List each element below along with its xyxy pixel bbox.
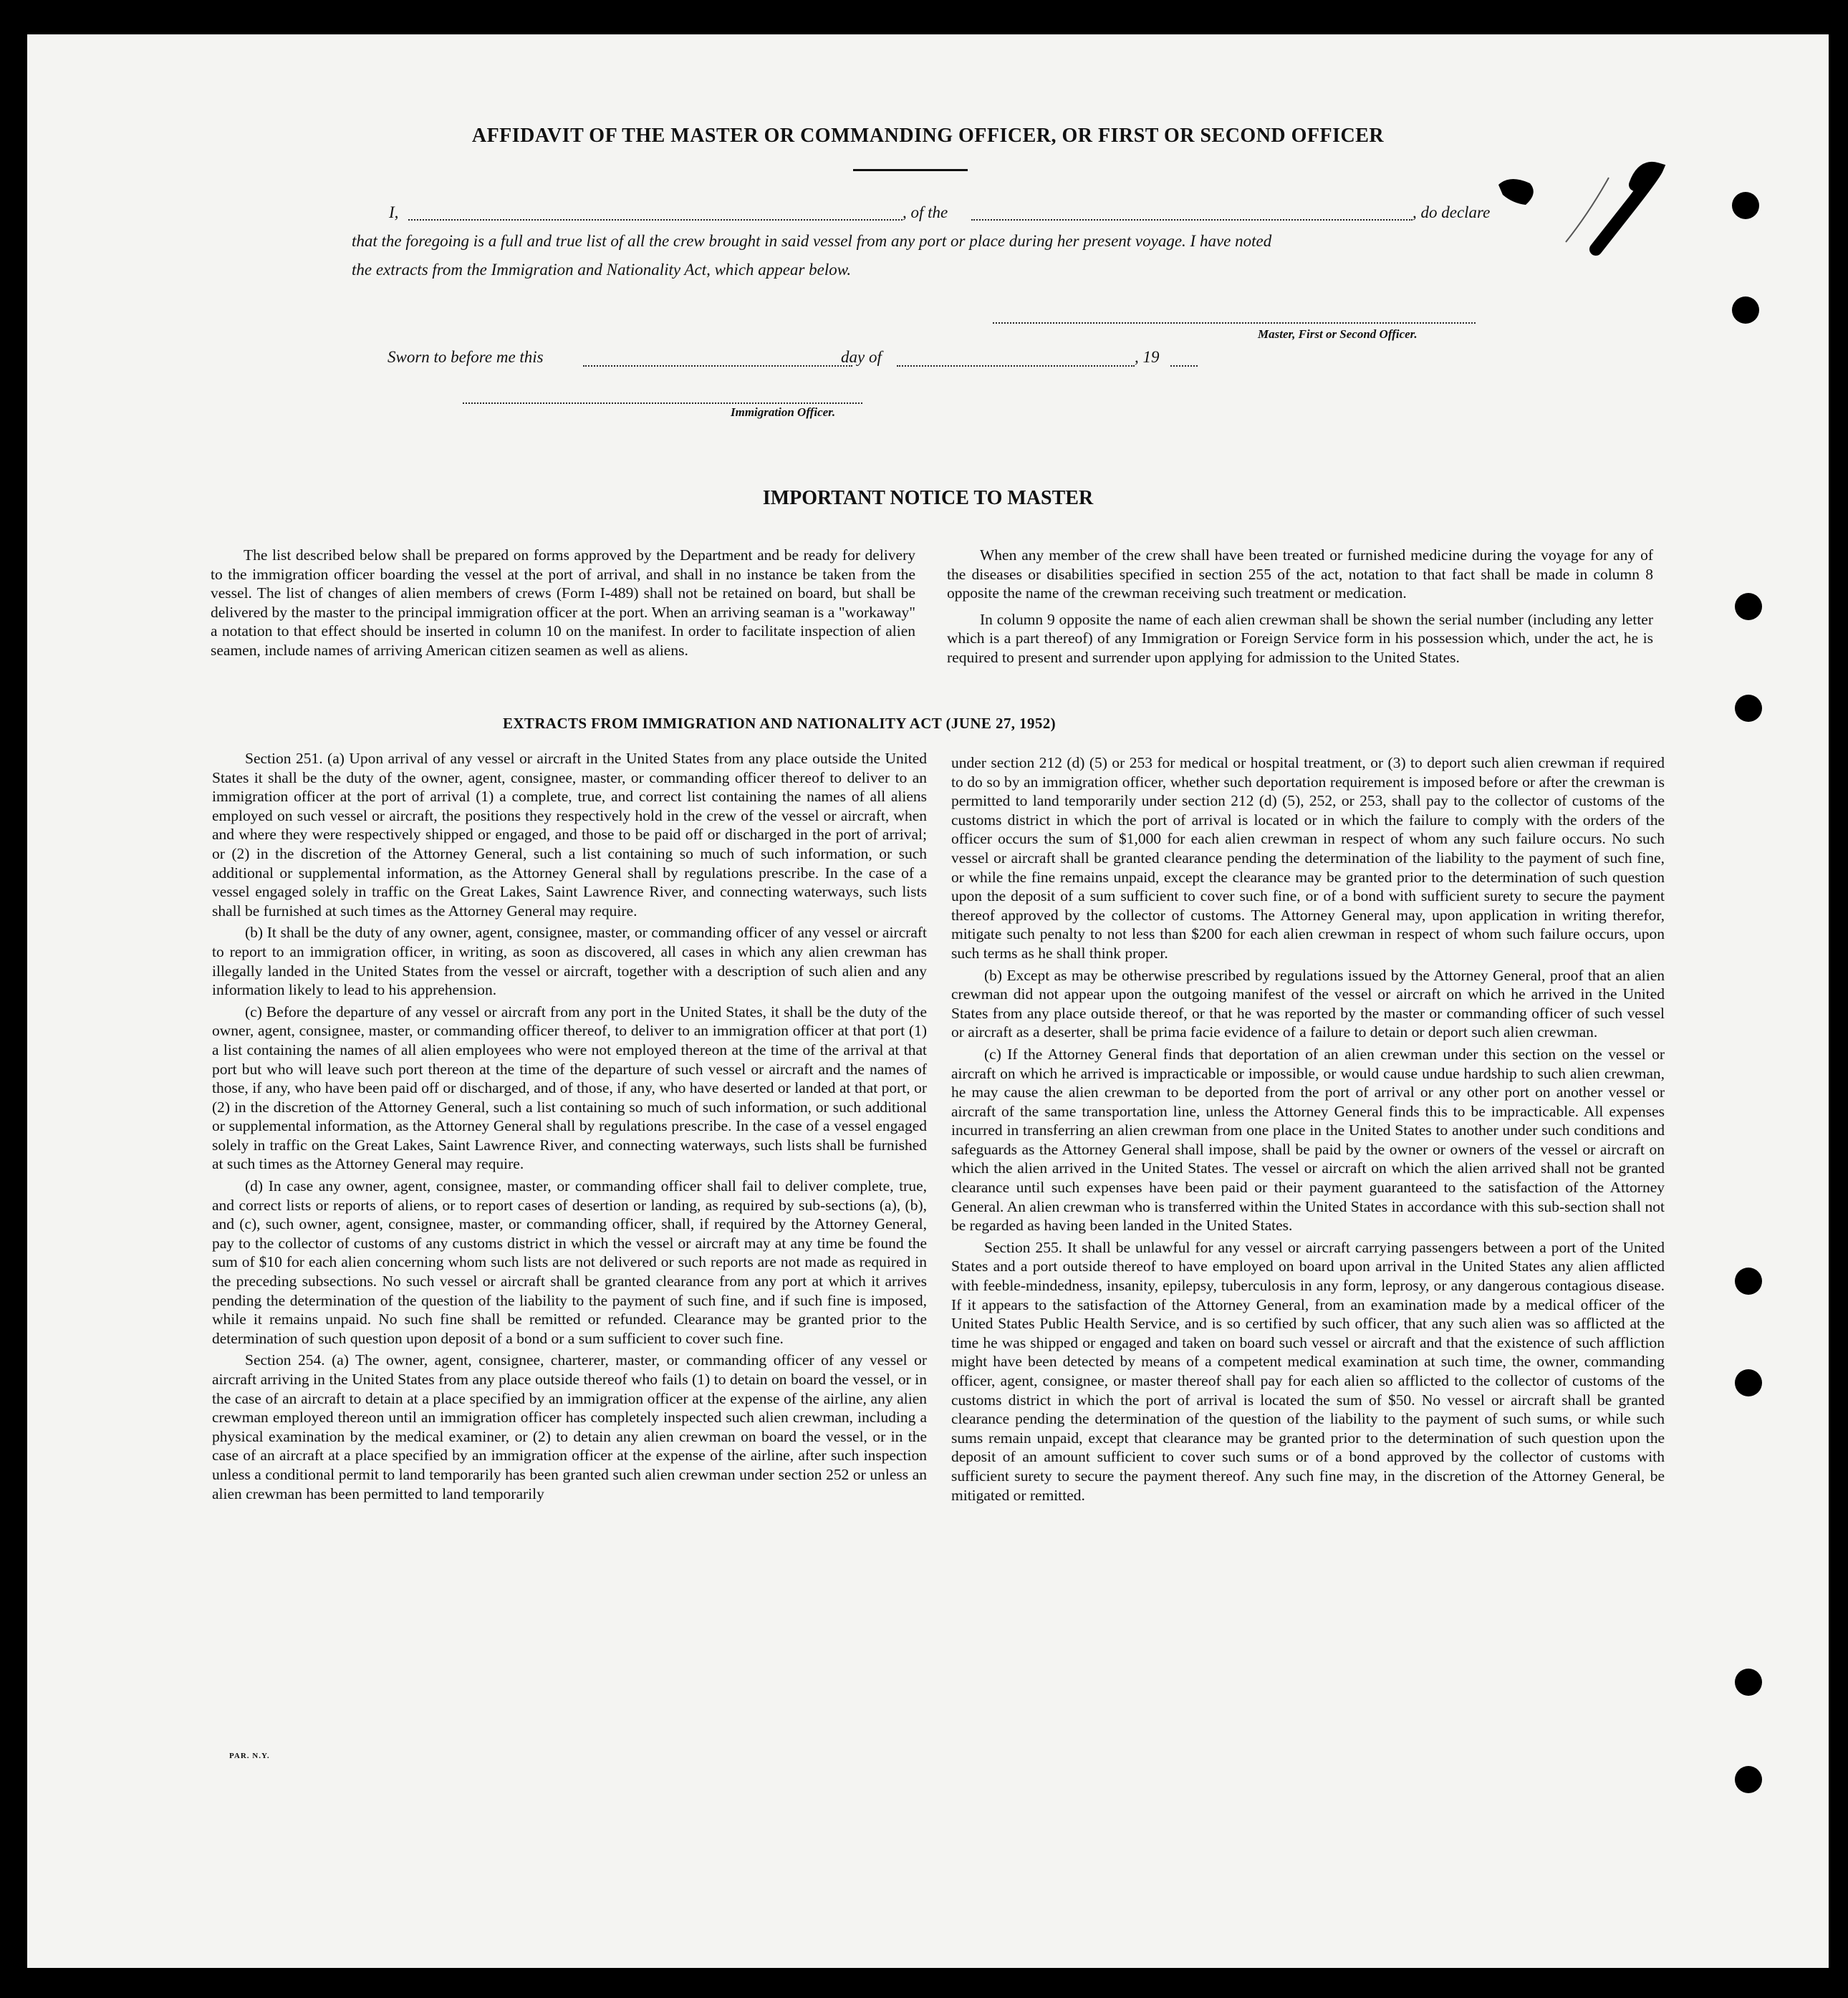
- notice-right-column: [947, 546, 1653, 667]
- section-254-c: (c) If the Attorney General finds that deportation of an alien crewman under this section on the vessel or aircraft on which he arrived is impracticable or impossible, or would cause undue hardship to such alien crewman, he may cause the alien crewman to be deported from the port of arrival or any other port on another vessel or aircraft of the same transportation line, unless the Attorney General finds this to be impracticable. All expenses incurred in transferring an alien crewman from one place in the United States to another under such conditions and safeguards as the Attorney General shall impose, shall be paid by the owner or owners of the vessel or aircraft on which the alien arrived in the United States. The vessel or aircraft on which the alien arrived shall not be granted clearance until such expenses have been paid or their payment guaranteed to the satisfaction of the Attorney General. An alien crewman who is transferred within the United States in accordance with this sub-section shall not be regarded as having been landed in the United States.: [951, 1045, 1665, 1235]
- section-254-a-continued: under section 212 (d) (5) or 253 for medical or hospital treatment, or (3) to deport such alien crewman if required to do so by an immigration officer, whether such deportation requirement is imposed before or after the crewman is permitted to land temporarily under section 212 (d) (5), 252, or 253, shall pay to the collector of customs of the customs district in which the port of arrival is located or in which the failure to comply with the orders of the officer occurs the sum of $1,000 for each alien crewman in respect of whom any such failure occurs. No such vessel or aircraft shall be granted clearance pending the determination of the liability to the payment of such fine, or while the fine remains unpaid, except the clearance may be granted prior to the determination of such question upon the deposit of a sum sufficient to cover such fine, or of a bond with sufficient surety to secure the payment thereof approved by the collector of customs. The Attorney General may, upon application in writing therefor, mitigate such penalty to not less than $200 for each alien crewman in respect of whom such failure occurs, upon such terms as he shall think proper.: [951, 754, 1665, 962]
- binder-hole: [1735, 593, 1762, 620]
- affidavit-title: AFFIDAVIT OF THE MASTER OR COMMANDING OFFICER, OR FIRST OR SECOND OFFICER: [471, 125, 1385, 147]
- vessel-field[interactable]: [971, 219, 1413, 221]
- section-251-b: (b) It shall be the duty of any owner, agent, consignee, master, or commanding officer of any vessel or aircraft to report to an immigration officer, in writing, as soon as discovered, all cases in which any alien crewman has illegally landed in the United States from the vessel or aircraft, together with a description of such alien and any information likely to lead to his apprehension.: [212, 924, 927, 999]
- affidavit-line-3: the extracts from the Immigration and Nationality Act, which appear below.: [352, 261, 852, 279]
- section-254-b: (b) Except as may be otherwise prescribed by regulations issued by the Attorney General, proof that an alien crewman did not appear upon the outgoing manifest of the vessel or aircraft on which he arrived in the United States from any place outside thereof, or that he was reported by the master or commanding officer of such vessel or aircraft as a deserter, shall be prima facie evidence of a failure to detain or deport such alien crewman.: [951, 966, 1665, 1041]
- binder-hole: [1732, 296, 1759, 324]
- affidavit-i-label: I,: [389, 203, 399, 221]
- day-of-label: day of: [841, 348, 882, 366]
- notice-right-paragraph-2: In column 9 opposite the name of each alien crewman shall be shown the serial number (including any letter which is a part thereof) of any Immigration or Foreign Service form in his possession which, under the act, he is required to present and surrender upon applying for admission to the United States.: [947, 610, 1653, 666]
- binder-hole: [1735, 1268, 1762, 1295]
- binder-hole: [1735, 695, 1762, 722]
- binder-hole: [1735, 1669, 1762, 1696]
- binder-hole: [1735, 1369, 1762, 1396]
- year-label: , 19: [1135, 348, 1160, 366]
- notice-right-paragraph-1: When any member of the crew shall have been treated or furnished medicine during the voyage for any of the diseases or disabilities specified in section 255 of the act, notation to that fact shall be made in column 8 opposite the name of the crewman receiving such treatment or medication.: [947, 546, 1653, 602]
- binder-hole: [1732, 192, 1759, 219]
- notice-title: IMPORTANT NOTICE TO MASTER: [762, 487, 1094, 509]
- immigration-officer-label: Immigration Officer.: [731, 405, 836, 419]
- extracts-title: EXTRACTS FROM IMMIGRATION AND NATIONALITY ACT (JUNE 27, 1952): [502, 715, 1057, 732]
- title-rule: [853, 169, 968, 171]
- section-251-d: (d) In case any owner, agent, consignee, master, or commanding officer shall fail to deliver complete, true, and correct lists or reports of aliens, or to report cases of desertion or landing, as required by sub-sections (a), (b), and (c), such owner, agent, consignee, master, or commanding officer, shall, if required by the Attorney General, pay to the collector of customs of any customs district in which the vessel or aircraft may at any time be found the sum of $10 for each alien concerning whom such lists are not delivered or such reports are not made as required in the preceding subsections. No such vessel or aircraft shall be granted clearance from any port at which it arrives pending the determination of the question of the liability to the payment of such fine, and if such fine is imposed, while it remains unpaid. No such fine shall be remitted or refunded. Clearance may be granted prior to the determination of such question upon deposit of a bond or a sum sufficient to cover such fine.: [212, 1177, 927, 1347]
- notice-left-paragraph: The list described below shall be prepared on forms approved by the Department and be ready for delivery to the immigration officer boarding the vessel at the port of arrival, and shall in no instance be taken from the vessel. The list of changes of alien members of crews (Form I-489) shall not be retained on board, but shall be delivered by the master to the principal immigration officer at the port. When an arriving seaman is a "workaway" a notation to that effect should be inserted in column 10 on the manifest. In order to facilitate inspection of alien seamen, include names of arriving American citizen seamen as well as aliens.: [211, 546, 915, 659]
- sworn-month-field[interactable]: [897, 365, 1135, 367]
- handwritten-mark: [1488, 135, 1718, 264]
- extracts-right-column: [951, 753, 1665, 1505]
- section-254-a: Section 254. (a) The owner, agent, consignee, charterer, master, or commanding officer of any vessel or aircraft arriving in the United States from any place outside thereof who fails (1) to detain on board the vessel, or in the case of an aircraft to detain at a place specified by an immigration officer at the expense of the airline, any alien crewman employed thereon until an immigration officer has completely inspected such alien crewman, including a physical examination by the medical examiner, or (2) to detain any alien crewman on board the vessel, or in the case of an aircraft at a place specified by an immigration officer at the expense of the airline, after such inspection unless a conditional permit to land temporarily has been granted such alien crewman under section 252 or unless an alien crewman has been permitted to land temporarily: [212, 1351, 927, 1502]
- extracts-left-column: [212, 749, 927, 1503]
- section-251-a: Section 251. (a) Upon arrival of any vessel or aircraft in the United States from any place outside the United States it shall be the duty of the owner, agent, consignee, master, or commanding officer thereof to deliver to an immigration officer at the port of arrival (1) a complete, true, and correct list containing the names of all aliens employed on such vessel or aircraft, the positions they respectively hold in the crew of the vessel or aircraft, when and where they were respectively shipped or engaged, and those to be paid off or discharged in the port of arrival; or (2) in the discretion of the Attorney General, such a list containing so much of such information, or such additional or supplemental information, as the Attorney General shall by regulations prescribe. In the case of a vessel engaged solely in traffic on the Great Lakes, Saint Lawrence River, and connecting waterways, such lists shall be furnished at such times as the Attorney General may require.: [212, 750, 927, 920]
- master-signature-label: Master, First or Second Officer.: [1258, 327, 1418, 341]
- document-page: [27, 34, 1829, 1968]
- section-251-c: (c) Before the departure of any vessel or aircraft from any port in the United States, it shall be the duty of the owner, agent, consignee, master, or commanding officer thereof, to deliver to an immigration officer at that port (1) a list containing the names of all alien employees who were not employed thereon at the time of the arrival at that port but who will leave such port thereon at the time of the departure of such vessel or aircraft and the names of those, if any, who have been paid off or discharged, and of those, if any, who have deserted or landed at that port, or (2) in the discretion of the Attorney General, such a list containing so much of such information, or such additional or supplemental information, as the Attorney General shall by regulations prescribe. In the case of a vessel engaged solely in traffic on the Great Lakes, Saint Lawrence River, and connecting waterways, such lists shall be furnished at such times as the Attorney General may require.: [212, 1003, 927, 1173]
- notice-left-column: [211, 546, 915, 660]
- section-255: Section 255. It shall be unlawful for any vessel or aircraft carrying passengers between a port of the United States and a port outside thereof to have employed on board upon arrival in the United States any alien afflicted with feeble-mindedness, insanity, epilepsy, tuberculosis in any form, leprosy, or any dangerous contagious disease. If it appears to the satisfaction of the Attorney General, from an examination made by a medical officer of the United States Public Health Service, and is so certified by such officer, that any such alien was so afflicted at the time he was shipped or engaged and taken on board such vessel or aircraft and that the existence of such affliction might have been detected by means of a competent medical examination at such time, the owner, commanding officer, agent, consignee, or master thereof shall pay for each alien so afflicted to the collector of customs of the customs district in which the port of arrival is located the sum of $50. No vessel or aircraft shall be granted clearance pending the determination of the question of the liability to the payment of such sums, or while such sums remain unpaid, except that clearance may be granted prior to the determination of such question upon the deposit of an amount sufficient to cover such sums or of a bond approved by the collector of customs with sufficient surety to secure the payment thereof. Any such fine may, in the discretion of the Attorney General, be mitigated or remitted.: [951, 1238, 1665, 1504]
- immigration-officer-signature-field[interactable]: [463, 402, 862, 404]
- sworn-year-field[interactable]: [1170, 365, 1198, 367]
- printer-mark: PAR. N.Y.: [229, 1752, 270, 1760]
- sworn-label: Sworn to before me this: [388, 348, 544, 366]
- affidavit-do-declare-label: , do declare: [1413, 203, 1491, 221]
- affidavit-line-2: that the foregoing is a full and true list of all the crew brought in said vessel from any port or place during her present voyage. I have noted: [352, 232, 1272, 250]
- name-field[interactable]: [408, 219, 903, 221]
- master-signature-field[interactable]: [993, 322, 1476, 324]
- affidavit-of-the-label: , of the: [903, 203, 948, 221]
- sworn-day-field[interactable]: [583, 365, 852, 367]
- binder-hole: [1735, 1766, 1762, 1793]
